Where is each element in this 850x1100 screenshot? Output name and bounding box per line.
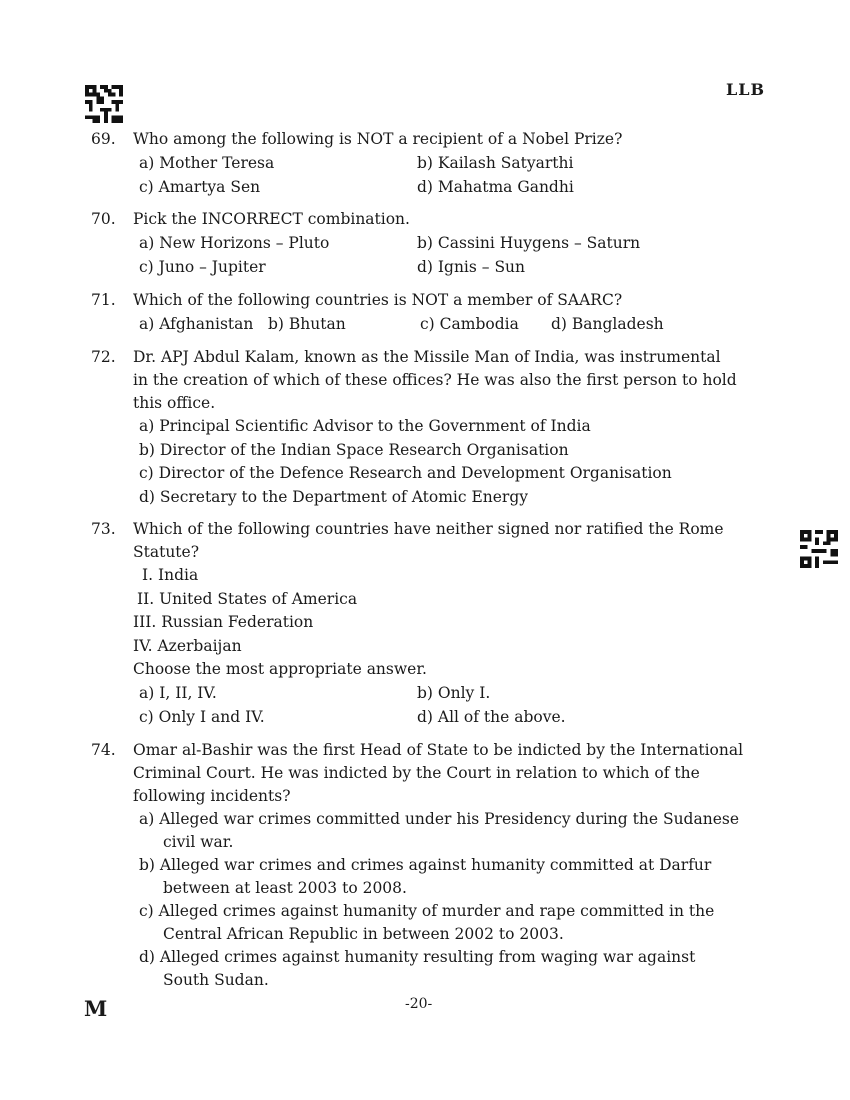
option-text: Alleged war crimes committed under his Presidency during the Sudanese	[159, 810, 739, 828]
question-text-line: in the creation of which of these offices? He was also the first person to hold	[133, 371, 737, 389]
option-a: a) Mother Teresa	[139, 154, 275, 172]
question-number: 72.	[91, 348, 116, 366]
option-d: d) Secretary to the Department of Atomic Energy	[139, 488, 529, 506]
option-a-continuation: civil war.	[163, 833, 234, 851]
question-number: 69.	[91, 130, 116, 148]
question-text-line: this office.	[133, 394, 216, 412]
question-text-line: Which of the following countries have neither signed nor ratified the Rome	[133, 520, 724, 538]
option-d-continuation: South Sudan.	[163, 971, 269, 989]
question-72	[91, 346, 741, 508]
option-c-continuation: Central African Republic in between 2002 to 2003.	[163, 925, 564, 943]
list-item: I. India	[142, 566, 199, 584]
option-b: b) Only I.	[417, 684, 491, 702]
option-label: b)	[139, 856, 155, 874]
option-a: a) I, II, IV.	[139, 684, 217, 702]
option-text: Alleged crimes against humanity of murder and rape committed in the	[158, 902, 715, 920]
qr-code-top-left	[85, 85, 123, 123]
option-d: d) All of the above.	[417, 708, 566, 726]
question-text: Pick the INCORRECT combination.	[133, 210, 410, 228]
option-text: Alleged crimes against humanity resulting from waging war against	[159, 948, 696, 966]
list-item: II. United States of America	[137, 590, 358, 608]
question-text: Who among the following is NOT a recipient of a Nobel Prize?	[133, 130, 623, 148]
option-b	[139, 854, 711, 877]
question-71	[91, 289, 741, 337]
instruction: Choose the most appropriate answer.	[133, 660, 427, 678]
option-label: c)	[139, 902, 154, 920]
option-a: a) New Horizons – Pluto	[139, 234, 330, 252]
question-73	[91, 518, 741, 728]
question-text-line: Dr. APJ Abdul Kalam, known as the Missile Man of India, was instrumental	[133, 348, 721, 366]
question-number: 74.	[91, 741, 116, 759]
option-label: d)	[139, 948, 155, 966]
option-c: c) Amartya Sen	[139, 178, 261, 196]
option-c: c) Only I and IV.	[139, 708, 265, 726]
option-a: a) Principal Scientific Advisor to the Government of India	[139, 417, 591, 435]
exam-code: LLB	[725, 80, 765, 99]
option-text: Alleged war crimes and crimes against humanity committed at Darfur	[159, 856, 712, 874]
question-text-line: Statute?	[133, 543, 200, 561]
option-d	[139, 946, 695, 969]
option-b: b) Director of the Indian Space Research Organisation	[139, 441, 569, 459]
set-marker: M	[84, 996, 108, 1021]
question-text-line: Omar al-Bashir was the first Head of State to be indicted by the International	[133, 741, 744, 759]
option-b: b) Kailash Satyarthi	[417, 154, 574, 172]
qr-code-right	[800, 530, 838, 568]
option-c	[139, 900, 714, 923]
question-text: Which of the following countries is NOT a member of SAARC?	[133, 291, 623, 309]
question-text-line: Criminal Court. He was indicted by the Court in relation to which of the	[133, 764, 700, 782]
option-d: d) Ignis – Sun	[417, 258, 526, 276]
option-a	[139, 808, 739, 831]
question-74	[91, 739, 744, 994]
option-c: c) Director of the Defence Research and Development Organisation	[139, 464, 672, 482]
question-number: 70.	[91, 210, 116, 228]
question-number: 73.	[91, 520, 116, 538]
question-text-line: following incidents?	[133, 787, 291, 805]
option-label: a)	[139, 810, 155, 828]
option-d: d) Mahatma Gandhi	[417, 178, 574, 196]
option-b: b) Bhutan	[268, 315, 346, 333]
option-b-continuation: between at least 2003 to 2008.	[163, 879, 407, 897]
option-a: a) Afghanistan	[139, 315, 254, 333]
question-number: 71.	[91, 291, 116, 309]
option-c: c) Cambodia	[420, 315, 519, 333]
option-c: c) Juno – Jupiter	[139, 258, 266, 276]
question-70	[91, 208, 741, 278]
option-d: d) Bangladesh	[551, 315, 664, 333]
question-69	[91, 128, 741, 198]
page-number: -20-	[405, 996, 433, 1012]
list-item: III. Russian Federation	[133, 613, 314, 631]
list-item: IV. Azerbaijan	[133, 637, 242, 655]
option-b: b) Cassini Huygens – Saturn	[417, 234, 641, 252]
